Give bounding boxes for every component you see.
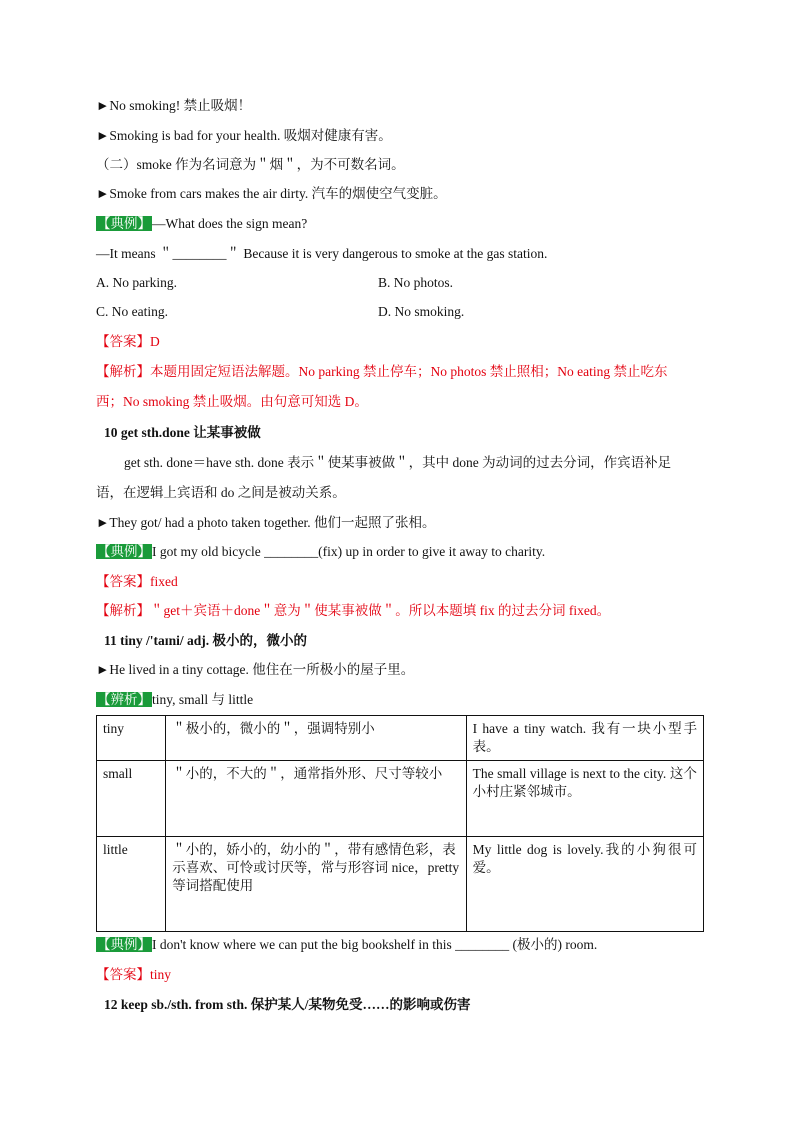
analysis-tag: 【辨析】: [97, 692, 151, 707]
explanation-2: 【解析】＂get＋宾语＋done＂意为＂使某事被做＂。所以本题填 fix 的过去分词 fixed。: [96, 603, 611, 618]
option-c: C. No eating.: [96, 304, 168, 319]
table-cell-word: tiny: [97, 716, 166, 761]
table-row: [97, 761, 704, 837]
explanation-1-line1: 【解析】本题用固定短语法解题。No parking 禁止停车；No photos 禁止照相；No eating 禁止吃东: [96, 364, 668, 379]
answer-1: 【答案】D: [96, 334, 160, 349]
table-cell-example: I have a tiny watch. 我有一块小型手表。: [466, 716, 703, 761]
sentence-tiny-cottage: ►He lived in a tiny cottage. 他住在一所极小的屋子里。: [96, 662, 415, 677]
comparison-title: tiny, small 与 little: [152, 692, 254, 707]
option-b: B. No photos.: [378, 275, 454, 290]
example-1-question: —What does the sign mean?: [152, 216, 308, 231]
example-3-text: I don't know where we can put the big bookshelf in this ________ (极小的) room.: [152, 937, 598, 952]
table-cell-meaning: ＂小的，娇小的，幼小的＂，带有感情色彩，表示喜欢、可怜或讨厌等，常与形容词 nice，pretty 等词搭配使用: [166, 837, 466, 932]
table-cell-word: little: [97, 837, 166, 932]
option-d: D. No smoking.: [378, 304, 465, 319]
sentence-smoking-bad: ►Smoking is bad for your health. 吸烟对健康有害。: [96, 128, 392, 143]
sentence-smoke-cars: ►Smoke from cars makes the air dirty. 汽车的烟使空气变脏。: [96, 186, 447, 201]
table-cell-meaning: ＂小的，不大的＂，通常指外形、尺寸等较小: [166, 761, 466, 837]
answer-3: 【答案】tiny: [96, 967, 172, 982]
sentence-no-smoking: ►No smoking! 禁止吸烟！: [96, 98, 252, 113]
comparison-header: [96, 691, 253, 709]
example-2: [96, 543, 545, 561]
explanation-1-line2: 西；No smoking 禁止吸烟。由句意可知选 D。: [96, 394, 368, 409]
example-tag: 【典例】: [97, 544, 151, 559]
table-row: [97, 837, 704, 932]
example-tag: 【典例】: [97, 216, 151, 231]
example-1-line2: —It means ＂________＂ Because it is very dangerous to smoke at the gas station.: [96, 246, 548, 261]
paragraph-10-line1: get sth. done＝have sth. done 表示＂使某事被做＂，其中 done 为动词的过去分词，作宾语补足: [124, 455, 672, 470]
table-row: [97, 716, 704, 761]
paragraph-10-line2: 语，在逻辑上宾语和 do 之间是被动关系。: [96, 485, 346, 500]
table-cell-example: The small village is next to the city. 这个小村庄紧邻城市。: [466, 761, 703, 837]
example-1: [96, 215, 307, 233]
heading-10: 10 get sth.done 让某事被做: [104, 425, 261, 440]
table-cell-meaning: ＂极小的，微小的＂，强调特别小: [166, 716, 466, 761]
table-cell-word: small: [97, 761, 166, 837]
example-2-text: I got my old bicycle ________(fix) up in order to give it away to charity.: [152, 544, 546, 559]
heading-12: 12 keep sb./sth. from sth. 保护某人/某物免受……的影响或伤害: [104, 997, 471, 1012]
sentence-photo: ►They got/ had a photo taken together. 他们一起照了张相。: [96, 515, 436, 530]
heading-11: 11 tiny /'taɪni/ adj. 极小的，微小的: [104, 633, 308, 648]
option-a: A. No parking.: [96, 275, 177, 290]
comparison-table: [96, 715, 704, 932]
example-3: [96, 936, 597, 954]
example-tag: 【典例】: [97, 937, 151, 952]
answer-2: 【答案】fixed: [96, 574, 178, 589]
note-smoke-noun: （二）smoke 作为名词意为＂烟＂，为不可数名词。: [96, 157, 405, 172]
table-cell-example: My little dog is lovely.我的小狗很可爱。: [466, 837, 703, 932]
